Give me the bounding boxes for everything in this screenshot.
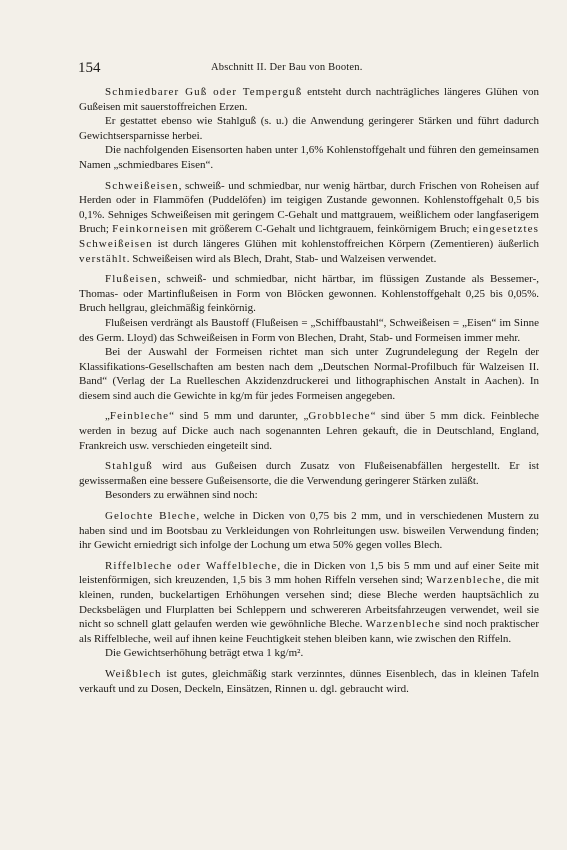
paragraph-text: , schweiß- und schmiedbar, nicht härtbar, im flüssigen Zustande als Bessemer-, Thomas- oder Martinflußeisen in Form von Blöcken gewonnen. Kohlenstoffgehalt 0,25 bis 0,05%. Bruch hellgrau, gleichmäßig feinkörnig.: [79, 273, 539, 315]
emphasized-term: Stahlguß: [105, 460, 153, 473]
paragraph-text: Die nachfolgenden Eisensorten haben unter 1,6% Kohlenstoffgehalt und führen den gemeinsamen Namen „schmiedbares Eisen“.: [79, 144, 539, 171]
paragraph-text: „: [105, 410, 110, 423]
emphasized-term: Feinbleche: [109, 410, 170, 423]
paragraph: [79, 345, 539, 403]
paragraph: [79, 459, 539, 488]
emphasized-term: Grobbleche: [308, 410, 371, 423]
emphasized-term: Weißblech: [105, 667, 162, 680]
emphasized-term: Warzenbleche: [426, 574, 502, 587]
page-number: 154: [78, 60, 101, 76]
paragraph: [79, 509, 539, 553]
paragraph-text: , die mit kleinen, runden, buckelartigen Erhöhungen versehen sind; diese Bleche werden hauptsächlich zu Decksbelägen und Flurplatten bei Schleppern und schwereren Arbeitsfahrzeugen verwendet, weil sie nicht so schnell glatt gelaufen werden wie gewöhnliche Bleche.: [79, 574, 539, 631]
emphasized-term: Warzenbleche: [365, 618, 441, 631]
paragraph-text: wird aus Gußeisen durch Zusatz von Flußeisenabfällen hergestellt. Er ist gewissermaßen eine bessere Gußeisensorte, die die Verwendung geringerer Stärken zuläßt.: [79, 460, 539, 487]
paragraph: [79, 85, 539, 114]
paragraph-text: ist durch längeres Glühen mit kohlenstoffreichen Körpern (Zementieren) äußerlich: [152, 237, 539, 250]
paragraph-text: . Schweißeisen wird als Blech, Draht, Stab- und Walzeisen verwendet.: [126, 252, 437, 265]
paragraph-text: Besonders zu erwähnen sind noch:: [105, 489, 258, 502]
paragraph: [79, 179, 539, 267]
page-header: [78, 60, 538, 78]
paragraph-text: sind noch praktischer als Riffelbleche, weil auf ihnen keine Feuchtigkeit stehen bleiben kann, wie zwischen den Riffeln.: [79, 618, 539, 645]
paragraph-text: Er gestattet ebenso wie Stahlguß (s. u.) die Anwendung geringerer Stärken und führt dadurch Gewichtsersparnisse herbei.: [79, 115, 539, 142]
emphasized-term: verstählt: [79, 252, 127, 265]
emphasized-term: Schweißeisen: [105, 179, 179, 192]
paragraph-text: “ sind über 5 mm dick. Feinbleche werden in bezug auf Dicke auch nach sogenannten Lehren gekauft, die in Deutschland, England, Frankreich usw. verschieden eingeteilt sind.: [79, 410, 539, 452]
paragraph-text: , die in Dicken von 1,5 bis 5 mm und auf einer Seite mit leistenförmigen, sich kreuzenden, 1,5 bis 3 mm hohen Riffeln versehen sind;: [79, 559, 539, 587]
emphasized-term: Schmiedbarer Guß oder Temperguß: [105, 86, 303, 98]
paragraph-text: mit größerem C-Gehalt und lichtgrauem, feinkörnigem Bruch;: [188, 223, 473, 236]
paragraph: [79, 316, 539, 345]
paragraph-text: , schweiß- und schmiedbar, nur wenig härtbar, durch Frischen von Roheisen auf Herden oder in Flammöfen (Puddelöfen) im teigigen Zustande gewonnen. Kohlenstoffgehalt 0,5 bis 0,1%. Sehniges Schweißeisen mit geringem C-Gehalt und mattgrauem, weißlichem oder langfaserigem Bruch;: [79, 179, 539, 236]
paragraph-text: Die Gewichtserhöhung beträgt etwa 1 kg/m².: [105, 647, 304, 660]
paragraph: [79, 488, 539, 503]
paragraph: [79, 667, 539, 696]
emphasized-term: Feinkorneisen: [112, 223, 189, 236]
emphasized-term: Gelochte Bleche: [105, 510, 197, 523]
paragraph: [79, 272, 539, 316]
paragraph: [79, 409, 539, 453]
body-text: [79, 85, 539, 696]
paragraph-text: ist gutes, gleichmäßig stark verzinntes, dünnes Eisenblech, das in kleinen Tafeln verkauft und zu Dosen, Deckeln, Einsätzen, Rinnen u. dgl. gebraucht wird.: [79, 667, 539, 695]
emphasized-term: Flußeisen: [105, 273, 158, 286]
paragraph-text: “ sind 5 mm und darunter, „: [169, 410, 309, 423]
paragraph-text: Bei der Auswahl der Formeisen richtet man sich unter Zugrundelegung der Regeln der Klassifikations-Gesellschaften am besten nach dem „Deutschen Normal-Profilbuch für Walzeisen II. Band“ (Verlag der La Ruelleschen Akzidenzdruckerei und lithographischen Anstalt in Aachen). In diesem sind auch die Gewichte in kg/m für jedes Formeisen angegeben.: [79, 346, 539, 402]
paragraph: [79, 143, 539, 172]
emphasized-term: eingesetztes Schweißeisen: [79, 223, 539, 250]
paragraph: [79, 559, 539, 647]
emphasized-term: Riffelbleche oder Waffelbleche: [105, 559, 278, 572]
paragraph-text: entsteht durch nachträgliches längeres Glühen von Gußeisen mit sauerstoffreichen Erzen.: [79, 86, 539, 113]
running-head: Abschnitt II. Der Bau von Booten.: [211, 62, 363, 73]
paragraph: [79, 646, 539, 661]
paragraph-text: , welche in Dicken von 0,75 bis 2 mm, und in verschiedenen Mustern zu haben sind und im Bootsbau zu Verkleidungen von Rohrleitungen usw. bisweilen Verwendung finden; ihr Gewicht erniedrigt sich infolge der Lochung um etwa 50% gegen volles Blech.: [79, 510, 539, 552]
paragraph: [79, 114, 539, 143]
paragraph-text: Flußeisen verdrängt als Baustoff (Flußeisen = „Schiffbaustahl“, Schweißeisen = „Eisen“ im Sinne des Germ. Lloyd) das Schweißeisen in Form von Blechen, Draht, Stab- und Formeisen immer mehr.: [79, 316, 539, 344]
